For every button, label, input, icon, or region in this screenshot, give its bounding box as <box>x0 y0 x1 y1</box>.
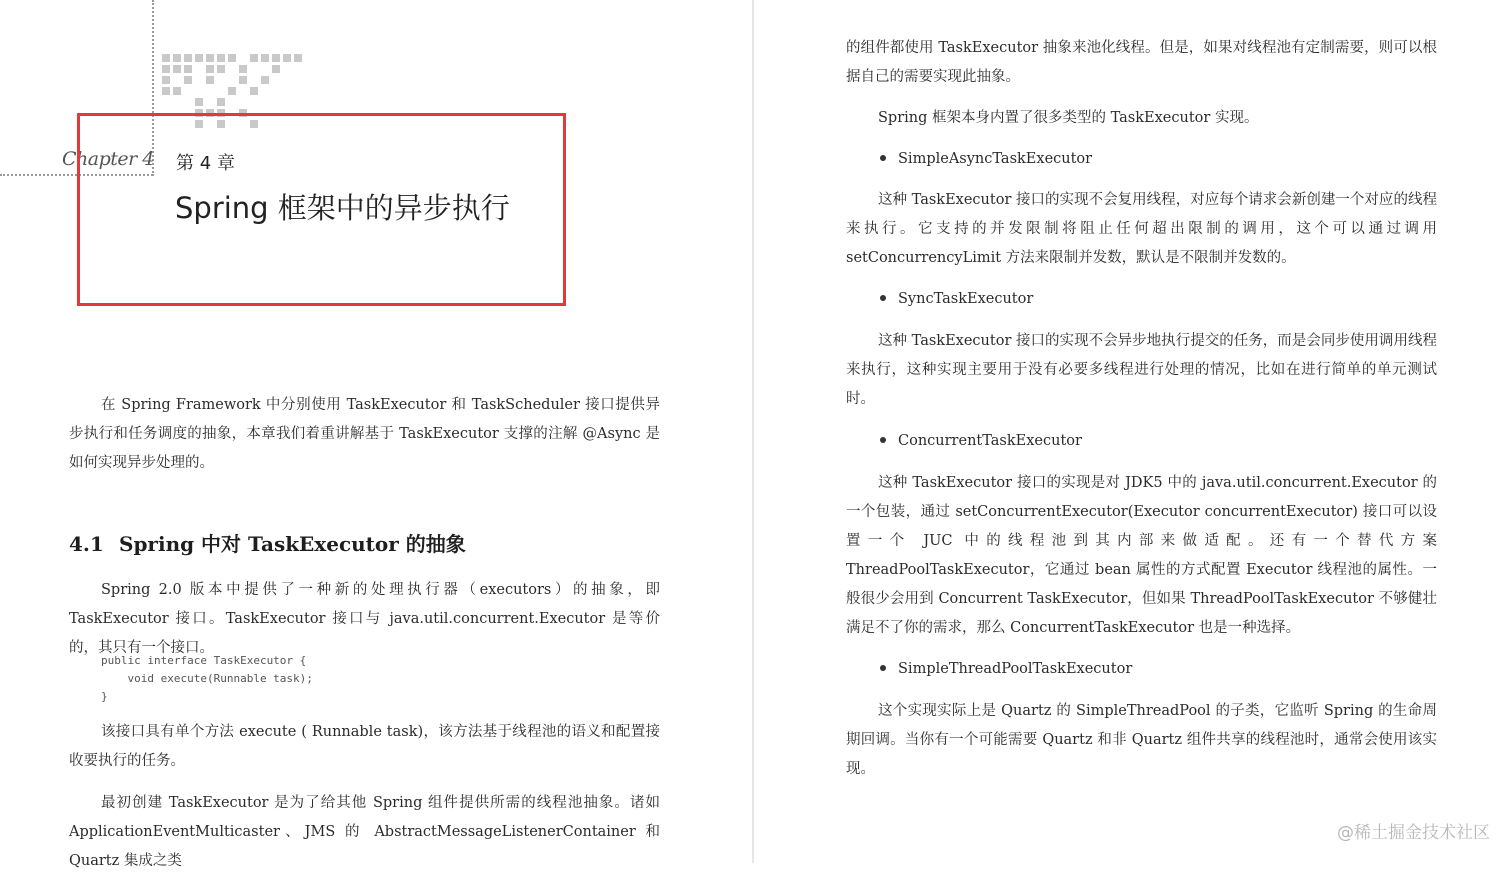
decorative-square <box>173 65 181 73</box>
section-paragraph-3: 最初创建 TaskExecutor 是为了给其他 Spring 组件提供所需的线程池抽象。诸如 ApplicationEventMulticaster、JMS 的 AbstractMessageListenerContainer 和 Quartz 集成之类 <box>69 795 660 869</box>
code-line: } <box>101 690 108 703</box>
decorative-square <box>283 54 291 62</box>
list-item-concurrent <box>880 433 1082 449</box>
decorative-square <box>217 98 225 106</box>
decorative-square <box>250 87 258 95</box>
decorative-square <box>206 54 214 62</box>
decorative-square <box>162 76 170 84</box>
decorative-square <box>162 54 170 62</box>
section-paragraph-1: Spring 2.0 版本中提供了一种新的处理执行器（executors）的抽象，即 TaskExecutor 接口。TaskExecutor 接口与 java.util.concurrent.Executor 是等价的，其只有一个接口。 <box>69 582 660 656</box>
chapter-script-label: Chapter 4 <box>62 148 154 170</box>
list-item-label: ConcurrentTaskExecutor <box>898 433 1082 449</box>
code-line: public interface TaskExecutor { <box>101 654 307 667</box>
decorative-square <box>272 54 280 62</box>
intro-paragraph: 在 Spring Framework 中分别使用 TaskExecutor 和 TaskScheduler 接口提供异步执行和任务调度的抽象，本章我们着重讲解基于 TaskExecutor 支撑的注解 @Async 是如何实现异步处理的。 <box>69 397 660 471</box>
decorative-square <box>206 65 214 73</box>
list-item-sync <box>880 291 1033 307</box>
decorative-square <box>162 87 170 95</box>
chapter-number: 第 4 章 <box>176 153 235 174</box>
bullet-icon <box>880 437 886 443</box>
section-number: 4.1 <box>69 532 104 556</box>
decorative-square <box>250 54 258 62</box>
list-item-description: 这种 TaskExecutor 接口的实现不会复用线程，对应每个请求会新创建一个对应的线程来执行。它支持的并发限制将阻止任何超出限制的调用，这个可以通过调用 setConcurrencyLimit 方法来限制并发数，默认是不限制并发数的。 <box>846 192 1437 266</box>
list-item-description: 这种 TaskExecutor 接口的实现不会异步地执行提交的任务，而是会同步使用调用线程来执行，这种实现主要用于没有必要多线程进行处理的情况，比如在进行简单的单元测试时。 <box>846 333 1437 407</box>
decorative-square <box>228 87 236 95</box>
builtin-paragraph: Spring 框架本身内置了很多类型的 TaskExecutor 实现。 <box>878 110 1259 126</box>
red-highlight-box <box>77 113 566 306</box>
code-line: void execute(Runnable task); <box>101 672 313 685</box>
decorative-square <box>184 65 192 73</box>
bullet-icon <box>880 155 886 161</box>
decorative-square <box>195 98 203 106</box>
code-block <box>101 652 313 706</box>
decorative-square <box>217 65 225 73</box>
decorative-square <box>261 76 269 84</box>
bullet-icon <box>880 665 886 671</box>
left-page <box>0 0 752 869</box>
list-item-label: SyncTaskExecutor <box>898 291 1034 307</box>
section-heading <box>69 528 466 557</box>
list-item-simple-thread-pool <box>880 661 1132 677</box>
decorative-square <box>217 54 225 62</box>
decorative-square <box>195 54 203 62</box>
decorative-square <box>261 54 269 62</box>
section-title: Spring 中对 TaskExecutor 的抽象 <box>119 532 466 556</box>
decorative-square <box>294 54 302 62</box>
decorative-square <box>239 65 247 73</box>
decorative-square <box>228 54 236 62</box>
decorative-square <box>184 54 192 62</box>
decorative-square <box>272 65 280 73</box>
right-top-paragraph: 的组件都使用 TaskExecutor 抽象来池化线程。但是，如果对线程池有定制需要，则可以根据自己的需要实现此抽象。 <box>846 40 1437 85</box>
section-paragraph-2: 该接口具有单个方法 execute ( Runnable task)，该方法基于线程池的语义和配置接收要执行的任务。 <box>69 724 660 769</box>
bullet-icon <box>880 295 886 301</box>
decorative-square <box>162 65 170 73</box>
chapter-title: Spring 框架中的异步执行 <box>175 191 510 225</box>
decorative-square <box>173 87 181 95</box>
decorative-square <box>206 76 214 84</box>
list-item-label: SimpleAsyncTaskExecutor <box>898 151 1093 167</box>
watermark: @稀土掘金技术社区 <box>1337 823 1490 843</box>
list-item-simple-async <box>880 151 1092 167</box>
decorative-square <box>173 54 181 62</box>
decorative-square <box>184 76 192 84</box>
list-item-label: SimpleThreadPoolTaskExecutor <box>898 661 1133 677</box>
list-item-description: 这个实现实际上是 Quartz 的 SimpleThreadPool 的子类，它监听 Spring 的生命周期回调。当你有一个可能需要 Quartz 和非 Quartz 组件共享的线程池时，通常会使用该实现。 <box>846 703 1437 777</box>
list-item-description: 这种 TaskExecutor 接口的实现是对 JDK5 中的 java.util.concurrent.Executor 的一个包装，通过 setConcurrentExecutor(Executor concurrentExecutor) 接口可以设置一个 JUC 中的线程池到其内部来做适配。还有一个替代方案 ThreadPoolTaskExecutor，它通过 bean 属性的方式配置 Executor 线程池的属性。一般很少会用到 Concurrent TaskExecutor，但如果 ThreadPoolTaskExecutor 不够健壮满足不了你的需求，那么 ConcurrentTaskExecutor 也是一种选择。 <box>846 475 1437 636</box>
decorative-square <box>239 76 247 84</box>
